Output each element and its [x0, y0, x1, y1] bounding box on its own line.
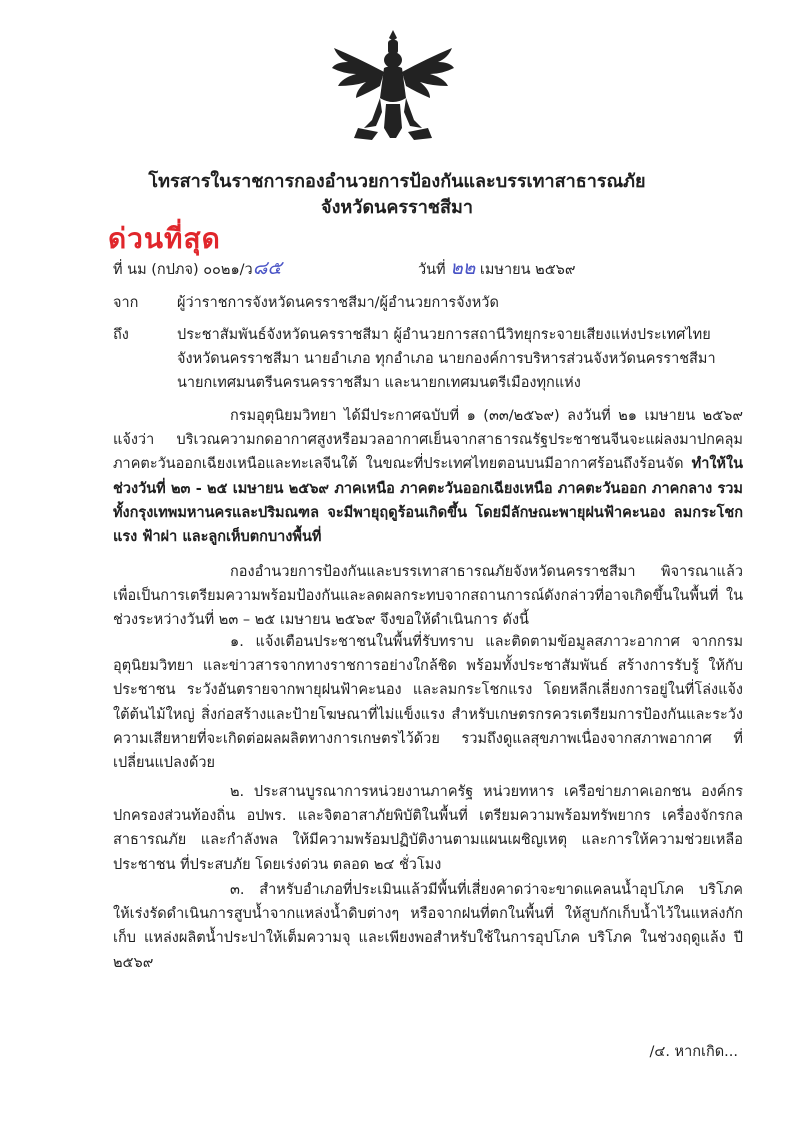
paragraph-forecast: [113, 404, 743, 549]
handwritten-number: ๘๕: [252, 257, 282, 279]
reference-number: นม (กปภจ) ๐๐๒๑/ว: [127, 262, 253, 278]
paragraph-forecast-bold: ทำให้ในช่วงวันที่ ๒๓ - ๒๕ เมษายน ๒๕๖๙ ภาคเหนือ ภาคตะวันออกเฉียงเหนือ ภาคตะวันออก ภาคกลาง รวมทั้งกรุงเทพมหานครและปริมณฑล จะมีพายุฤดูร้อนเกิดขึ้น โดยมีลักษณะพายุฝนฟ้าคะนอง ลมกระโชกแรง ฟ้าผ่า และลูกเห็บตกบางพื้นที่: [113, 456, 743, 546]
urgency-stamp: ด่วนที่สุด: [108, 222, 221, 255]
date-line: [418, 258, 576, 280]
date-label: วันที่: [418, 262, 446, 278]
garuda-emblem-icon: [328, 28, 458, 146]
paragraph-forecast-text: กรมอุตุนิยมวิทยา ได้มีประกาศฉบับที่ ๑ (๓๓/๒๕๖๙) ลงวันที่ ๒๑ เมษายน ๒๕๖๙ แจ้งว่า บริเวณความกดอากาศสูงหรือมวลอากาศเย็นจากสาธารณรัฐประชาชนจีนจะแผ่ลงมาปกคลุม ภาคตะวันออกเฉียงเหนือและทะเลจีนใต้ ในขณะที่ประเทศไทยตอนบนมีอากาศร้อนถึงร้อนจัด: [113, 408, 743, 473]
paragraph-consideration: กองอำนวยการป้องกันและบรรเทาสาธารณภัยจังหวัดนครราชสีมา พิจารณาแล้ว เพื่อเป็นการเตรียมความพร้อมป้องกันและลดผลกระทบจากสถานการณ์ดังกล่าวที่อาจเกิดขึ้นในพื้นที่ ในช่วงระหว่างวันที่ ๒๓ – ๒๕ เมษายน ๒๕๖๙ จึงขอให้ดำเนินการ ดังนี้: [113, 564, 743, 629]
action-item: ๒. ประสานบูรณาการหน่วยงานภาครัฐ หน่วยทหาร เครือข่ายภาคเอกชน องค์กรปกครองส่วนท้องถิ่น อปพร. และจิตอาสาภัยพิบัติในพื้นที่ เตรียมความพร้อมทรัพยากร เครื่องจักรกล สาธารณภัย และกำลังพล ให้มีความพร้อมปฏิบัติงานตามแผนเผชิญเหตุ และการให้ความช่วยเหลือประชาชน ที่ประสบภัย โดยเร่งด่วน ตลอด ๒๔ ชั่วโมง: [113, 784, 743, 873]
to-line: ประชาสัมพันธ์จังหวัดนครราชสีมา ผู้อำนวยการสถานีวิทยุกระจายเสียงแห่งประเทศไทย: [177, 327, 711, 343]
to-line: นายกเทศมนตรีนครนครราชสีมา และนายกเทศมนตรีเมืองทุกแห่ง: [177, 375, 581, 391]
document-title: โทรสารในราชการกองอำนวยการป้องกันและบรรเทาสาธารณภัย: [148, 171, 646, 192]
to-recipients: [177, 323, 743, 395]
reference-label: ที่: [113, 262, 123, 278]
handwritten-day: ๒๒: [450, 257, 476, 279]
to-line: จังหวัดนครราชสีมา นายอำเภอ ทุกอำเภอ นายกองค์การบริหารส่วนจังหวัดนครราชสีมา: [177, 351, 716, 367]
action-item: ๓. สำหรับอำเภอที่ประเมินแล้วมีพื้นที่เสี่ยงคาดว่าจะขาดแคลนน้ำอุปโภค บริโภค ให้เร่งรัดดำเนินการสูบน้ำจากแหล่งน้ำดิบต่างๆ หรือจากฝนที่ตกในพื้นที่ ให้สูบกักเก็บน้ำไว้ในแหล่งกักเก็บ แหล่งผลิตน้ำประปาให้เต็มความจุ และเพียงพอสำหรับใช้ในการอุปโภค บริโภค ในช่วงฤดูแล้ง ปี ๒๕๖๙: [113, 882, 743, 971]
reference-line: [113, 258, 282, 280]
to-label: ถึง: [113, 327, 129, 343]
document-subtitle: จังหวัดนครราชสีมา: [321, 197, 473, 218]
continuation-note: /๔. หากเกิด...: [649, 1044, 738, 1060]
from-label: จาก: [113, 295, 139, 311]
date-month-year: เมษายน ๒๕๖๙: [479, 262, 576, 278]
from-text: ผู้ว่าราชการจังหวัดนครราชสีมา/ผู้อำนวยการจังหวัด: [177, 295, 499, 311]
action-item: ๑. แจ้งเตือนประชาชนในพื้นที่รับทราบ และติดตามข้อมูลสภาวะอากาศ จากกรมอุตุนิยมวิทยา และข่าวสารจากทางราชการอย่างใกล้ชิด พร้อมทั้งประชาสัมพันธ์ สร้างการรับรู้ ให้กับประชาชน ระวังอันตรายจากพายุฝนฟ้าคะนอง และลมกระโชกแรง โดยหลีกเลี่ยงการอยู่ในที่โล่งแจ้ง ใต้ต้นไม้ใหญ่ สิ่งก่อสร้างและป้ายโฆษณาที่ไม่แข็งแรง สำหรับเกษตรกรควรเตรียมการป้องกันและระวัง ความเสียหายที่จะเกิดต่อผลผลิตทางการเกษตรไว้ด้วย รวมถึงดูแลสุขภาพเนื่องจากสภาพอากาศ ที่เปลี่ยนแปลงด้วย: [113, 634, 743, 772]
